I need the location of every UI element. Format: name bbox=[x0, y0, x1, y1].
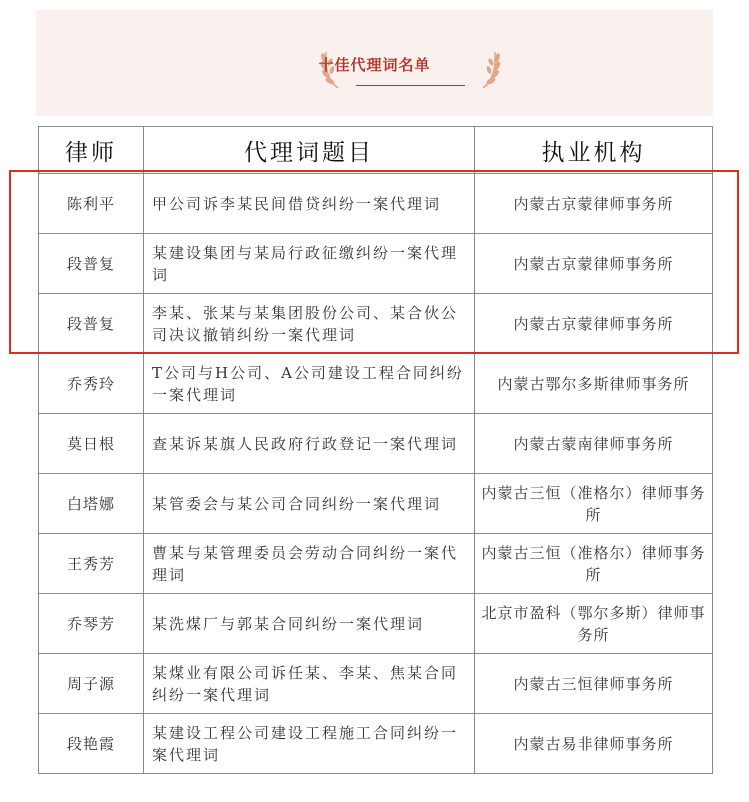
table-header-row bbox=[39, 127, 713, 174]
highlight-box bbox=[9, 170, 739, 354]
table-row bbox=[39, 414, 713, 474]
topic-cell: 某建设工程公司建设工程施工合同纠纷一案代理词 bbox=[144, 714, 475, 774]
firm-cell: 内蒙古京蒙律师事务所 bbox=[475, 294, 713, 354]
topic-cell: 某煤业有限公司诉任某、李某、焦某合同纠纷一案代理词 bbox=[144, 654, 475, 714]
header-topic: 代理词题目 bbox=[144, 127, 475, 174]
table-row bbox=[39, 714, 713, 774]
lawyer-cell: 王秀芳 bbox=[39, 534, 144, 594]
topic-cell: 甲公司诉李某民间借贷纠纷一案代理词 bbox=[144, 174, 475, 234]
topic-cell: 某管委会与某公司合同纠纷一案代理词 bbox=[144, 474, 475, 534]
lawyer-cell: 段普复 bbox=[39, 234, 144, 294]
firm-cell: 内蒙古蒙南律师事务所 bbox=[475, 414, 713, 474]
banner-underline bbox=[356, 85, 465, 86]
header-firm: 执业机构 bbox=[475, 127, 713, 174]
lawyer-cell: 段普复 bbox=[39, 294, 144, 354]
firm-cell: 内蒙古京蒙律师事务所 bbox=[475, 234, 713, 294]
lawyer-cell: 白塔娜 bbox=[39, 474, 144, 534]
title-banner bbox=[36, 10, 713, 116]
lawyer-cell: 陈利平 bbox=[39, 174, 144, 234]
firm-cell: 内蒙古京蒙律师事务所 bbox=[475, 174, 713, 234]
header-lawyer: 律师 bbox=[39, 127, 144, 174]
lawyer-cell: 乔琴芳 bbox=[39, 594, 144, 654]
firm-cell: 内蒙古鄂尔多斯律师事务所 bbox=[475, 354, 713, 414]
lawyer-cell: 莫日根 bbox=[39, 414, 144, 474]
lawyer-cell: 段艳霞 bbox=[39, 714, 144, 774]
table-row bbox=[39, 654, 713, 714]
lawyer-cell: 乔秀玲 bbox=[39, 354, 144, 414]
firm-cell: 北京市盈科（鄂尔多斯）律师事务所 bbox=[475, 594, 713, 654]
laurel-right-icon bbox=[479, 48, 501, 90]
table-row bbox=[39, 534, 713, 594]
lawyer-cell: 周子源 bbox=[39, 654, 144, 714]
topic-cell: 查某诉某旗人民政府行政登记一案代理词 bbox=[144, 414, 475, 474]
firm-cell: 内蒙古三恒（准格尔）律师事务所 bbox=[475, 534, 713, 594]
banner-title: 十佳代理词名单 bbox=[318, 56, 431, 74]
topic-cell: T公司与H公司、A公司建设工程合同纠纷一案代理词 bbox=[144, 354, 475, 414]
topic-cell: 李某、张某与某集团股份公司、某合伙公司决议撤销纠纷一案代理词 bbox=[144, 294, 475, 354]
firm-cell: 内蒙古三恒（准格尔）律师事务所 bbox=[475, 474, 713, 534]
topic-cell: 某建设集团与某局行政征缴纠纷一案代理词 bbox=[144, 234, 475, 294]
firm-cell: 内蒙古三恒律师事务所 bbox=[475, 654, 713, 714]
topic-cell: 某洗煤厂与郭某合同纠纷一案代理词 bbox=[144, 594, 475, 654]
table-row bbox=[39, 354, 713, 414]
table-row bbox=[39, 474, 713, 534]
table-row bbox=[39, 594, 713, 654]
firm-cell: 内蒙古易非律师事务所 bbox=[475, 714, 713, 774]
topic-cell: 曹某与某管理委员会劳动合同纠纷一案代理词 bbox=[144, 534, 475, 594]
